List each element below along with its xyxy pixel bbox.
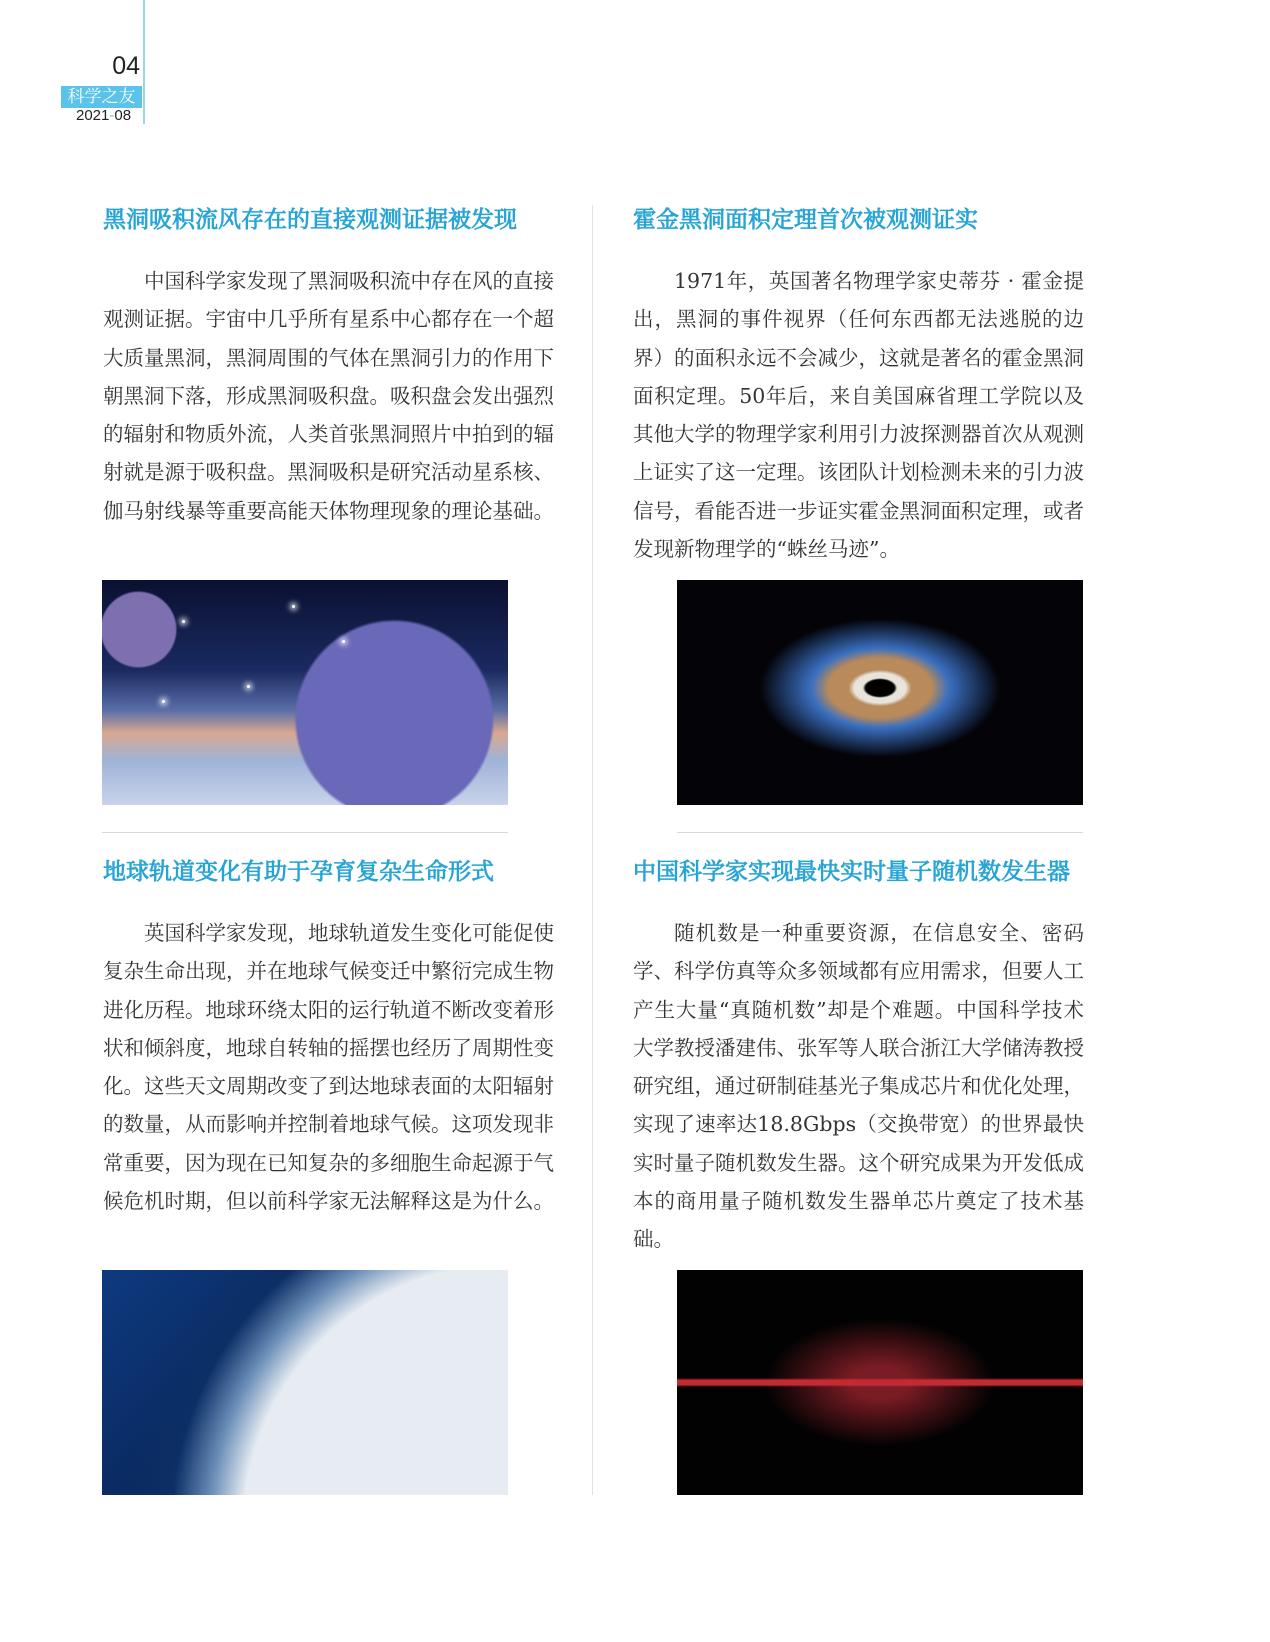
earth-rays-image [102, 1270, 508, 1495]
issue-date-separator: - [109, 107, 115, 124]
article-body: 1971年，英国著名物理学家史蒂芬 · 霍金提出，黑洞的事件视界（任何东西都无法逃脱的边界）的面积永远不会减少，这就是著名的霍金黑洞面积定理。50年后，来自美国麻省理工学院以及其他大学的物理学家利用引力波探测器首次从观测上证实了这一定理。该团队计划检测未来的引力波信号，看能否进一步证实霍金黑洞面积定理，或者发现新物理学的“蛛丝马迹”。 [633, 269, 1084, 562]
article-title: 霍金黑洞面积定理首次被观测证实 [633, 206, 978, 232]
section-rule [677, 832, 1083, 833]
article-quantum-rng [633, 856, 1084, 1259]
quantum-signal-image [677, 1270, 1083, 1495]
article-hawking-area-theorem [633, 204, 1084, 568]
article-body: 英国科学家发现，地球轨道发生变化可能促使复杂生命出现，并在地球气候变迁中繁衍完成生物进化历程。地球环绕太阳的运行轨道不断改变着形状和倾斜度，地球自转轴的摇摆也经历了周期性变化。这些天文周期改变了到达地球表面的太阳辐射的数量，从而影响并控制着地球气候。这项发现非常重要，因为现在已知复杂的多细胞生命起源于气候危机时期，但以前科学家无法解释这是为什么。 [103, 921, 554, 1214]
planets-space-image [102, 580, 508, 805]
article-body: 随机数是一种重要资源，在信息安全、密码学、科学仿真等众多领域都有应用需求，但要人工产生大量“真随机数”却是个难题。中国科学技术大学教授潘建伟、张军等人联合浙江大学储涛教授研究组，通过研制硅基光子集成芯片和优化处理，实现了速率达18.8Gbps（交换带宽）的世界最快实时量子随机数发生器。这个研究成果为开发低成本的商用量子随机数发生器单芯片奠定了技术基础。 [633, 921, 1084, 1252]
column-divider [592, 205, 593, 1495]
page-number: 04 [112, 52, 140, 80]
issue-year: 2021 [76, 107, 110, 124]
article-title: 中国科学家实现最快实时量子随机数发生器 [633, 858, 1070, 884]
magazine-name: 科学之友 [61, 86, 142, 108]
article-body: 中国科学家发现了黑洞吸积流中存在风的直接观测证据。宇宙中几乎所有星系中心都存在一个超大质量黑洞，黑洞周围的气体在黑洞引力的作用下朝黑洞下落，形成黑洞吸积盘。吸积盘会发出强烈的辐射和物质外流，人类首张黑洞照片中拍到的辐射就是源于吸积盘。黑洞吸积是研究活动星系核、伽马射线暴等重要高能天体物理现象的理论基础。 [103, 269, 554, 523]
section-rule [102, 832, 508, 833]
article-title: 黑洞吸积流风存在的直接观测证据被发现 [103, 206, 517, 232]
issue-date [76, 107, 131, 124]
black-hole-accretion-image [677, 580, 1083, 805]
article-title: 地球轨道变化有助于孕育复杂生命形式 [103, 858, 494, 884]
article-earth-orbit [103, 856, 554, 1220]
issue-month: 08 [114, 107, 132, 124]
article-black-hole-wind [103, 204, 554, 530]
header-rule [143, 0, 145, 124]
